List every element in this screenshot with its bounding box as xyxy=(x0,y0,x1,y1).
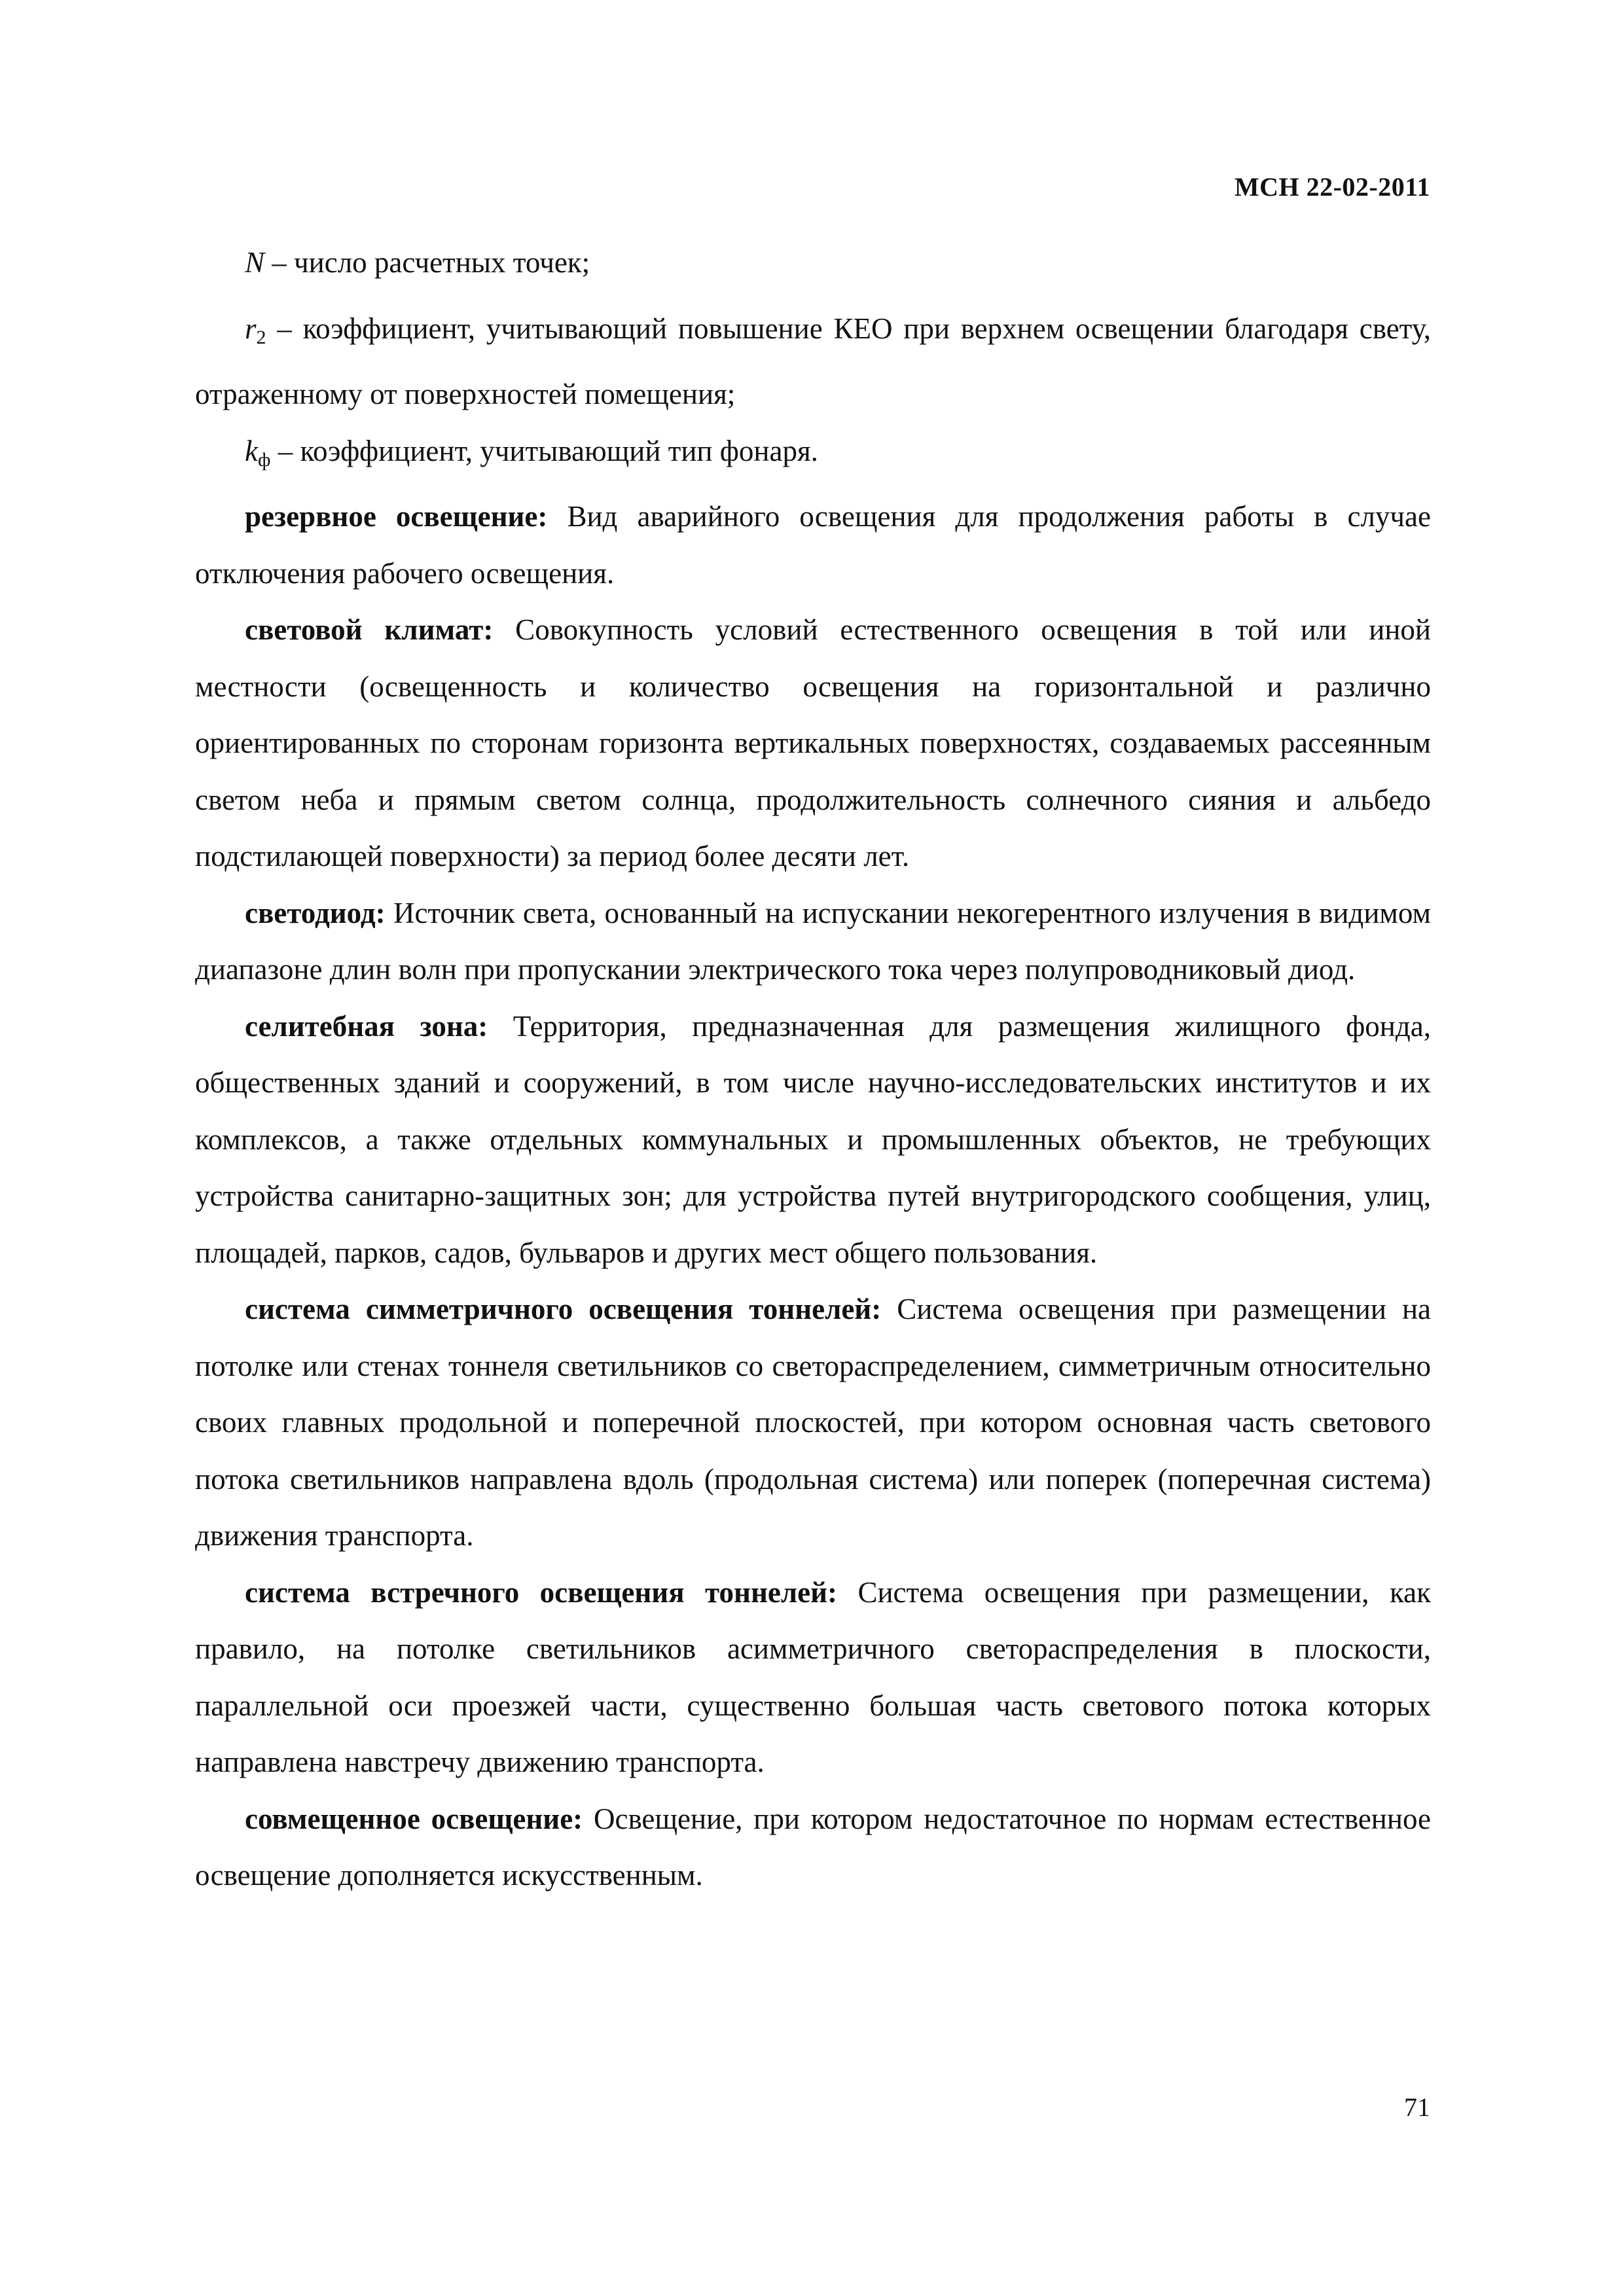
symbol-definition xyxy=(195,423,1431,489)
symbol-variable: N xyxy=(245,246,265,279)
symbol-variable: r xyxy=(245,312,257,345)
term-definition xyxy=(195,601,1431,885)
term: система встречного освещения тоннелей: xyxy=(245,1575,837,1609)
term: селитебная зона: xyxy=(245,1009,488,1043)
symbol-variable: k xyxy=(245,434,258,467)
symbol-text: – коэффициент, учитывающий тип фонаря. xyxy=(270,434,818,467)
term: резервное освещение: xyxy=(245,500,548,533)
term-text: Система освещения при размещении на потолке или стенах тоннеля светильников со светораспределением, симметричным относительно своих главных продольной и поперечной плоскостей, при котором основная часть светового потока светильников направлена вдоль (продольная система) или поперек (поперечная система) движения транспорта. xyxy=(195,1293,1431,1552)
symbol-definition xyxy=(195,300,1431,423)
term-definition xyxy=(195,998,1431,1282)
term-definition xyxy=(195,488,1431,601)
symbol-text: – коэффициент, учитывающий повышение КЕО при верхнем освещении благодаря свету, отраженному от поверхностей помещения; xyxy=(195,312,1431,410)
term-definition xyxy=(195,1564,1431,1791)
term-text: Источник света, основанный на испускании некогерентного излучения в видимом диапазоне длин волн при пропускании электрического тока через полупроводниковый диод. xyxy=(195,896,1431,986)
term: система симметричного освещения тоннелей: xyxy=(245,1293,882,1325)
term: совмещенное освещение: xyxy=(245,1802,583,1835)
document-code: МСН 22-02-2011 xyxy=(1234,172,1430,202)
term: световой климат: xyxy=(245,613,494,646)
symbol-subscript: ф xyxy=(257,448,271,471)
page-number: 71 xyxy=(1404,2092,1430,2122)
symbol-subscript: 2 xyxy=(256,326,266,348)
term-text: Система освещения при размещении, как правило, на потолке светильников асимметричного светораспределения в плоскости, параллельной оси проезжей части, существенно большая часть светового потока которых направлена навстречу движению транспорта. xyxy=(195,1575,1431,1778)
term-definition xyxy=(195,885,1431,998)
term-definition xyxy=(195,1281,1431,1564)
body-text xyxy=(195,234,1431,1904)
term-definition xyxy=(195,1791,1431,1904)
term-text: Территория, предназначенная для размещения жилищного фонда, общественных зданий и сооружений, в том числе научно-исследовательских институтов и их комплексов, а также отдельных коммунальных и промышленных объектов, не требующих устройства санитарно-защитных зон; для устройства путей внутригородского сообщения, улиц, площадей, парков, садов, бульваров и других мест общего пользования. xyxy=(195,1009,1431,1269)
term-text: Совокупность условий естественного освещения в той или иной местности (освещенность и количество освещения на горизонтальной и различно ориентированных по сторонам горизонта вертикальных поверхностях, создаваемых рассеянным светом неба и прямым светом солнца, продолжительность солнечного сияния и альбедо подстилающей поверхности) за период более десяти лет. xyxy=(195,613,1431,872)
symbol-definition xyxy=(195,234,1431,300)
symbol-text: – число расчетных точек; xyxy=(264,246,590,279)
term-text: Освещение, при котором недостаточное по нормам естественное освещение дополняется искусственным. xyxy=(195,1802,1431,1892)
term: светодиод: xyxy=(245,896,386,929)
term-text: Вид аварийного освещения для продолжения работы в случае отключения рабочего освещения. xyxy=(195,500,1432,590)
